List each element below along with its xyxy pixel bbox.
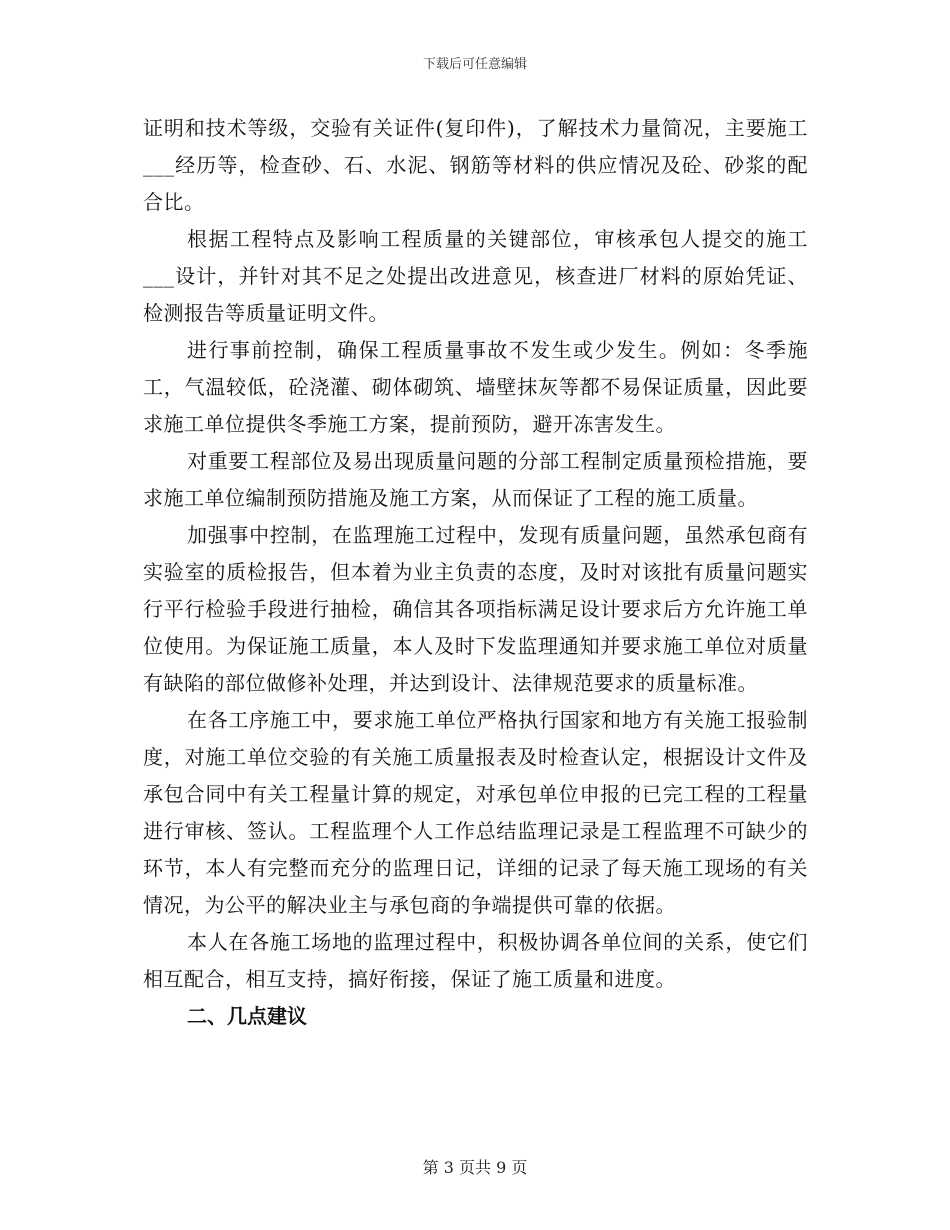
- paragraph: 进行事前控制，确保工程质量事故不发生或少发生。例如：冬季施工，气温较低，砼浇灌、砌体砌筑、墙壁抹灰等都不易保证质量，因此要求施工单位提供冬季施工方案，提前预防，避开冻害发生。: [143, 338, 808, 436]
- paragraph: 加强事中控制，在监理施工过程中，发现有质量问题，虽然承包商有实验室的质检报告，但本着为业主负责的态度，及时对该批有质量问题实行平行检验手段进行抽检，确信其各项指标满足设计要求后方允许施工单位使用。为保证施工质量，本人及时下发监理通知并要求施工单位对质量有缺陷的部位做修补处理，并达到设计、法律规范要求的质量标准。: [143, 523, 808, 695]
- paragraph: 根据工程特点及影响工程质量的关键部位，审核承包人提交的施工___设计，并针对其不足之处提出改进意见，核查进厂材料的原始凭证、检测报告等质量证明文件。: [143, 227, 808, 325]
- paragraph: 在各工序施工中，要求施工单位严格执行国家和地方有关施工报验制度，对施工单位交验的有关施工质量报表及时检查认定，根据设计文件及承包合同中有关工程量计算的规定，对承包单位申报的已完工程的工程量进行审核、签认。工程监理个人工作总结监理记录是工程监理不可缺少的环节，本人有完整而充分的监理日记，详细的记录了每天施工现场的有关情况，为公平的解决业主与承包商的争端提供可靠的依据。: [143, 708, 808, 917]
- paragraph: 对重要工程部位及易出现质量问题的分部工程制定质量预检措施，要求施工单位编制预防措施及施工方案，从而保证了工程的施工质量。: [143, 449, 808, 510]
- document-body: [143, 110, 808, 1035]
- paragraph: 本人在各施工场地的监理过程中，积极协调各单位间的关系，使它们相互配合，相互支持，搞好衔接，保证了施工质量和进度。: [143, 930, 808, 991]
- download-editable-note: 下载后可任意编辑: [422, 57, 527, 72]
- section-heading: 二、几点建议: [187, 1004, 307, 1028]
- page-number: 第 3 页共 9 页: [422, 1158, 528, 1177]
- paragraph-continued: 证明和技术等级，交验有关证件(复印件)，了解技术力量简况，主要施工___经历等，检查砂、石、水泥、钢筋等材料的供应情况及砼、砂浆的配合比。: [143, 116, 808, 214]
